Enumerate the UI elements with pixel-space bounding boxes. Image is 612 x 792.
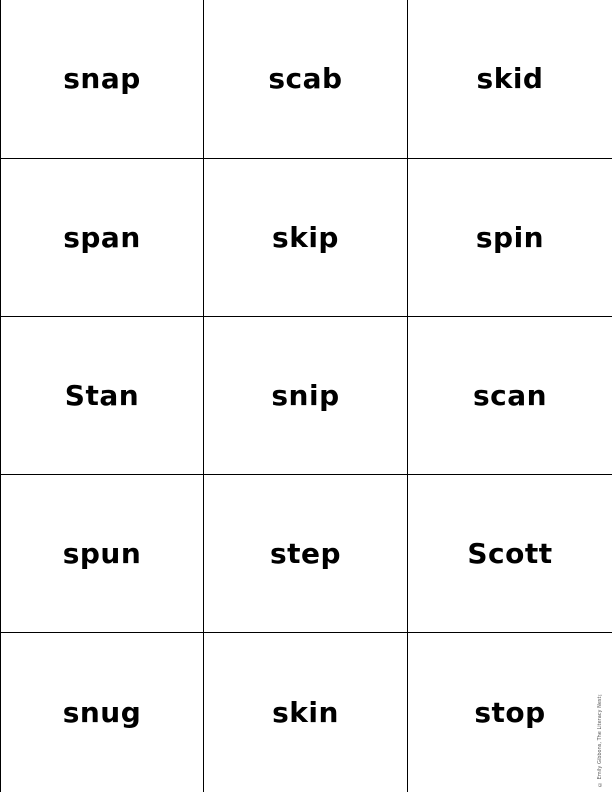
word-card — [0, 317, 204, 475]
card-word: snap — [63, 62, 141, 95]
word-card — [408, 0, 612, 159]
word-card — [204, 159, 408, 317]
word-card — [408, 159, 612, 317]
word-card — [408, 317, 612, 475]
word-card — [0, 159, 204, 317]
word-card — [204, 633, 408, 792]
word-card — [408, 475, 612, 633]
copyright-notice: © Emily Gibbons, The Literacy Nest™ — [597, 690, 603, 787]
card-word: Stan — [64, 378, 140, 412]
word-card — [204, 475, 408, 633]
card-word: step — [269, 536, 342, 570]
word-card — [408, 633, 612, 792]
card-word: spun — [62, 536, 142, 570]
card-word: scab — [268, 62, 343, 95]
card-word: skip — [272, 220, 339, 254]
card-word: spin — [475, 220, 545, 254]
word-card — [0, 475, 204, 633]
card-word: snug — [62, 695, 142, 729]
card-word: stop — [474, 695, 546, 729]
card-word: scan — [472, 378, 548, 412]
card-word: skid — [476, 62, 544, 95]
card-word: Scott — [467, 536, 553, 570]
word-card — [0, 0, 204, 159]
word-card — [204, 0, 408, 159]
word-card — [0, 633, 204, 792]
card-word: skin — [272, 695, 339, 729]
card-word: span — [63, 220, 141, 254]
word-card — [204, 317, 408, 475]
card-word: snip — [271, 378, 340, 412]
